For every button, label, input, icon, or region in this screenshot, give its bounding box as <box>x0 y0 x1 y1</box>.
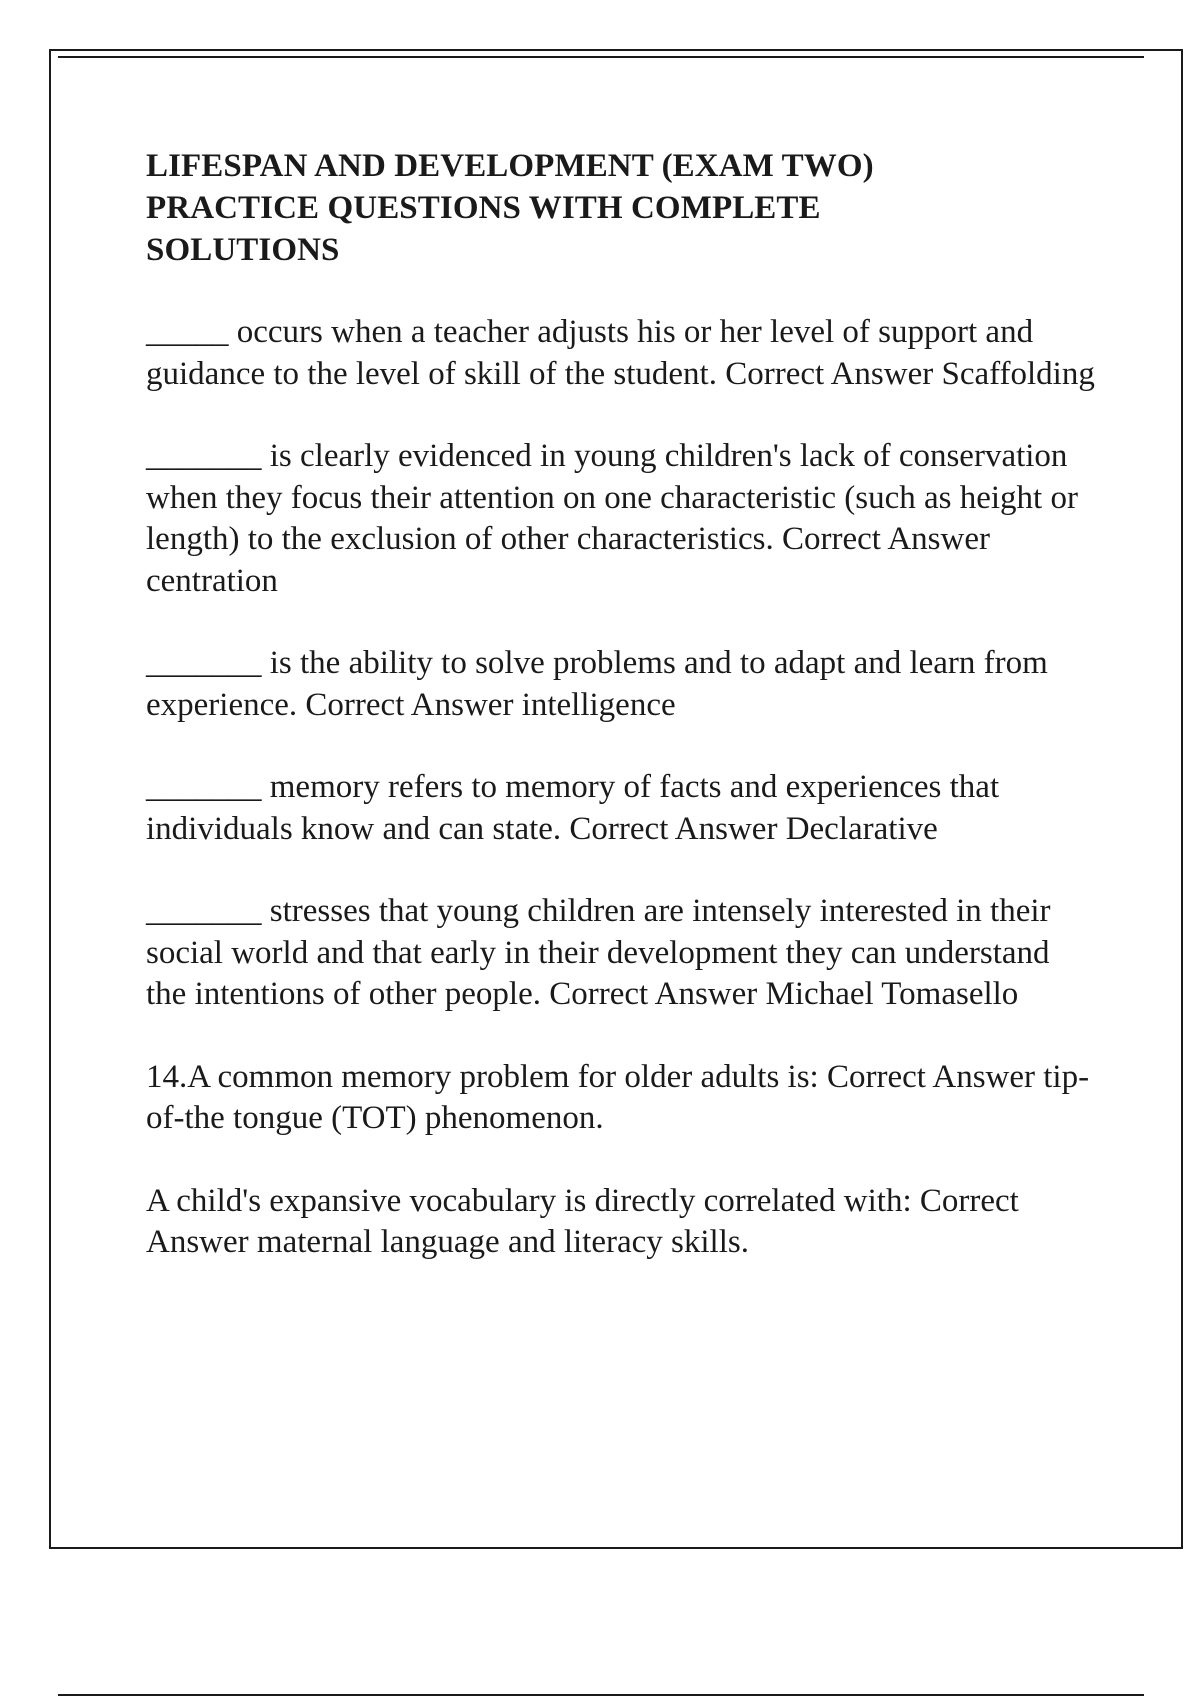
answer-text: Declarative <box>785 810 938 847</box>
answer-text: tip-of-the tongue (TOT) phenomenon. <box>146 1058 1090 1136</box>
qa-item <box>146 312 1096 395</box>
question-text: _______ is the ability to solve problems and to adapt and learn from experience. <box>146 645 1048 723</box>
answer-label: Correct Answer <box>549 976 758 1012</box>
question-text: _______ is clearly evidenced in young children's lack of conservation when they focus their attention on one characteristic (such as height or length) to the exclusion of other characteristics. <box>146 438 1078 557</box>
answer-text: maternal language and literacy skills. <box>256 1224 749 1260</box>
question-text: A child's expansive vocabulary is directly correlated with: <box>146 1182 912 1219</box>
answer-label: Correct Answer <box>725 355 934 392</box>
qa-item <box>146 436 1096 602</box>
header-rule <box>58 56 1144 58</box>
question-text: _______ memory refers to memory of facts and experiences that individuals know and can state. <box>146 769 1000 847</box>
title-line: LIFESPAN AND DEVELOPMENT (EXAM TWO) <box>146 148 874 184</box>
answer-text: Scaffolding <box>941 355 1095 392</box>
qa-item <box>146 767 1096 850</box>
answer-label: Correct Answer <box>781 521 990 557</box>
footer-rule <box>58 1694 1144 1696</box>
answer-label: Correct Answer <box>826 1058 1036 1095</box>
qa-item <box>146 643 1096 726</box>
answer-text: centration <box>146 562 278 599</box>
document-title <box>146 145 1096 271</box>
question-text: 14.A common memory problem for older adults is: <box>146 1058 819 1095</box>
title-line: PRACTICE QUESTIONS WITH COMPLETE <box>146 190 821 226</box>
question-text: _____ occurs when a teacher adjusts his or her level of support and guidance to the level of skill of the student. <box>146 314 1034 392</box>
answer-text: intelligence <box>521 686 676 723</box>
answer-label: Correct Answer <box>305 686 514 723</box>
qa-item <box>146 1057 1096 1140</box>
qa-item <box>146 891 1096 1016</box>
answer-text: Michael Tomasello <box>765 976 1019 1012</box>
answer-label: Correct Answer <box>569 810 778 847</box>
answer-label: Correct Answer <box>146 1182 1026 1260</box>
document-body <box>146 145 1096 1305</box>
qa-item <box>146 1181 1096 1264</box>
question-text: _______ stresses that young children are intensely interested in their social world and that early in their development they can understand the intentions of other people. <box>146 893 1051 1012</box>
title-line: SOLUTIONS <box>146 232 340 268</box>
